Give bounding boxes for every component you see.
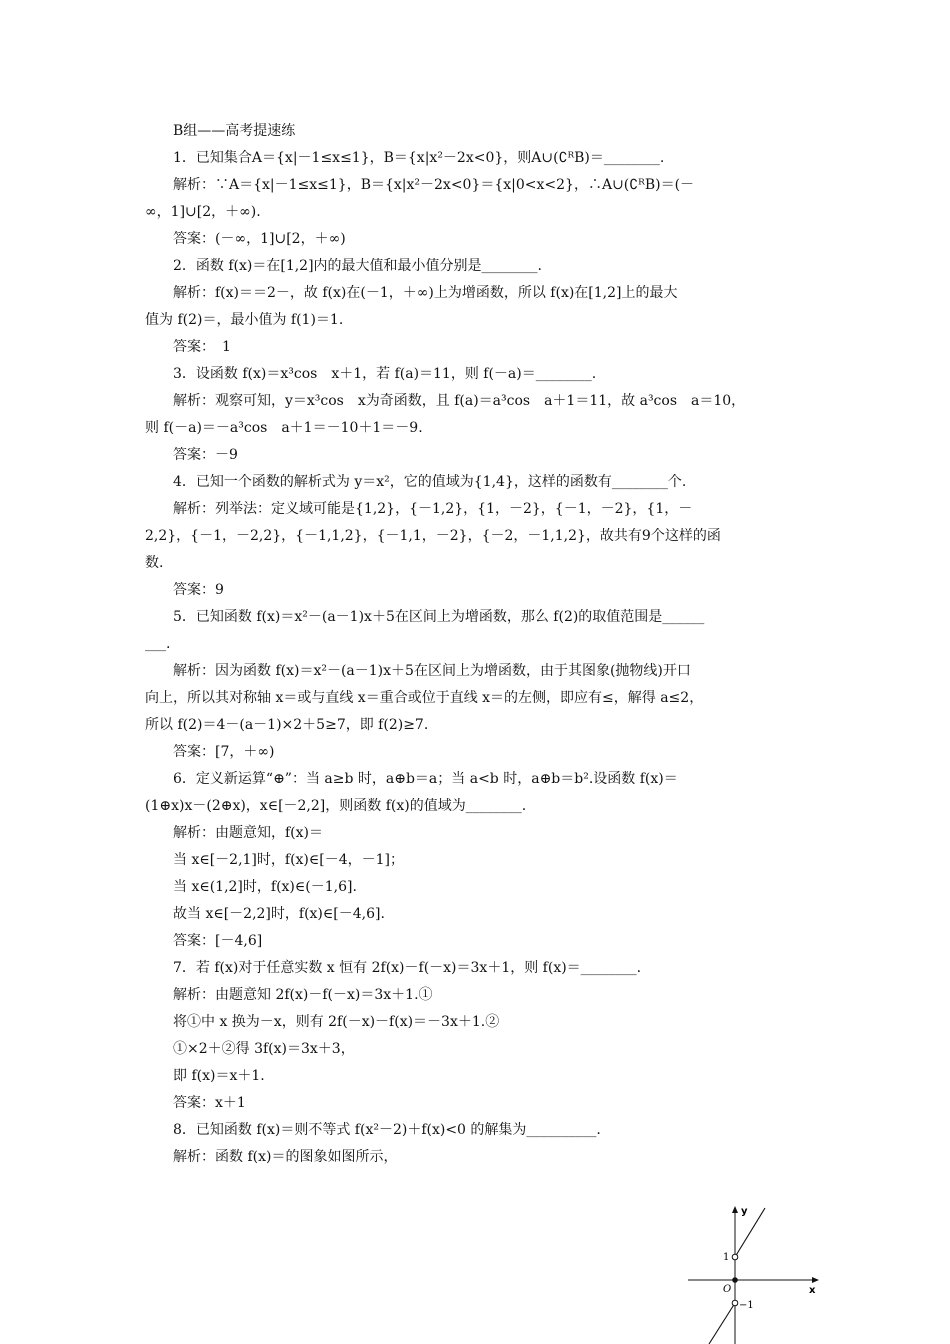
text-line: 答案：－9 <box>173 447 238 463</box>
text-line: 值为 f(2)＝，最小值为 f(1)＝1. <box>145 312 344 328</box>
tick-label-neg: −1 <box>739 1300 754 1311</box>
text-line: 3．设函数 f(x)＝x³cos x＋1，若 f(a)＝11，则 f(－a)＝________. <box>173 366 597 382</box>
text-line: 4．已知一个函数的解析式为 y＝x²，它的值域为{1,4}，这样的函数有________个. <box>173 474 687 490</box>
open-point-neg <box>732 1300 738 1306</box>
text-line: 6．定义新运算“⊕”：当 a≥b 时，a⊕b＝a；当 a<b 时，a⊕b＝b².设函数 f(x)＝ <box>173 771 678 787</box>
function-graph <box>685 1200 825 1344</box>
content-lines <box>145 145 810 1171</box>
origin-point <box>732 1277 738 1283</box>
text-line: 则 f(－a)＝－a³cos a＋1＝－10＋1＝－9. <box>145 420 423 436</box>
text-line: 当 x∈[－2,1]时，f(x)∈[－4，－1]； <box>173 852 404 868</box>
text-line: 解析：因为函数 f(x)＝x²－(a－1)x＋5在区间上为增函数，由于其图象(抛物线)开口 <box>173 663 691 679</box>
text-line: 答案：(－∞，1]∪[2，＋∞) <box>173 231 346 247</box>
text-line: 当 x∈(1,2]时，f(x)∈(－1,6]. <box>173 879 357 895</box>
text-line: ___. <box>145 636 171 652</box>
text-line: 解析：函数 f(x)＝的图象如图所示， <box>173 1149 398 1165</box>
text-line: (1⊕x)x－(2⊕x)，x∈[－2,2]，则函数 f(x)的值域为________. <box>145 798 527 814</box>
text-line: 2,2}，{－1，－2,2}，{－1,1,2}，{－1,1，－2}，{－2，－1,1,2}，故共有9个这样的函 <box>145 528 721 544</box>
text-line: 向上，所以其对称轴 x＝或与直线 x＝重合或位于直线 x＝的左侧，即应有≤，解得 a≤2， <box>145 690 704 706</box>
text-line: 答案： 1 <box>173 339 231 355</box>
text-line: 所以 f(2)＝4－(a－1)×2＋5≥7，即 f(2)≥7. <box>145 717 429 733</box>
text-line: 答案：x＋1 <box>173 1095 246 1111</box>
x-axis-label: x <box>809 1285 816 1296</box>
open-point-pos <box>732 1254 738 1260</box>
y-axis-label: y <box>741 1206 748 1217</box>
text-line: 1．已知集合A＝{x|－1≤x≤1}，B＝{x|x²－2x<0}，则A∪(∁ᴿB)＝________. <box>173 150 665 166</box>
text-line: ①×2＋②得 3f(x)＝3x＋3， <box>173 1041 355 1057</box>
graph-right-branch <box>735 1208 765 1257</box>
section-header: B组——高考提速练 <box>173 123 296 139</box>
graph-left-branch <box>709 1303 735 1344</box>
x-axis-arrow-icon <box>812 1277 819 1283</box>
text-line: 答案：9 <box>173 582 224 598</box>
text-line: 解析：由题意知 2f(x)－f(－x)＝3x＋1.① <box>173 987 433 1003</box>
text-line: 数. <box>145 555 164 571</box>
text-line: 解析：f(x)＝＝2－，故 f(x)在(－1，＋∞)上为增函数，所以 f(x)在[1,2]上的最大 <box>173 285 678 301</box>
document-body <box>145 118 810 1171</box>
y-axis-arrow-icon <box>732 1206 738 1213</box>
text-line: 即 f(x)＝x＋1. <box>173 1068 265 1084</box>
text-line: 将①中 x 换为－x，则有 2f(－x)－f(x)＝－3x＋1.② <box>173 1014 500 1030</box>
text-line: 答案：[7，＋∞) <box>173 744 275 760</box>
tick-label-pos: 1 <box>723 1252 730 1263</box>
text-line: 解析：由题意知，f(x)＝ <box>173 825 324 841</box>
text-line: 答案：[－4,6] <box>173 933 263 949</box>
text-line: 解析：观察可知，y＝x³cos x为奇函数，且 f(a)＝a³cos a＋1＝11，故 a³cos a＝10， <box>173 393 746 409</box>
text-line: 8．已知函数 f(x)＝则不等式 f(x²－2)＋f(x)<0 的解集为__________. <box>173 1122 601 1138</box>
text-line: 解析：∵A＝{x|－1≤x≤1}，B＝{x|x²－2x<0}＝{x|0<x<2}，∴A∪(∁ᴿB)＝(－ <box>173 177 695 193</box>
text-line: 7．若 f(x)对于任意实数 x 恒有 2f(x)－f(－x)＝3x＋1，则 f(x)＝________. <box>173 960 642 976</box>
text-line: 解析：列举法：定义域可能是{1,2}，{－1,2}，{1，－2}，{－1，－2}，{1，－ <box>173 501 693 517</box>
text-line: ∞，1]∪[2，＋∞). <box>145 204 261 220</box>
text-line: 5．已知函数 f(x)＝x²－(a－1)x＋5在区间上为增函数，那么 f(2)的取值范围是______ <box>173 609 705 625</box>
text-line: 故当 x∈[－2,2]时，f(x)∈[－4,6]. <box>173 906 385 922</box>
origin-label: O <box>723 1284 732 1295</box>
text-line: 2．函数 f(x)＝在[1,2]内的最大值和最小值分别是________. <box>173 258 542 274</box>
